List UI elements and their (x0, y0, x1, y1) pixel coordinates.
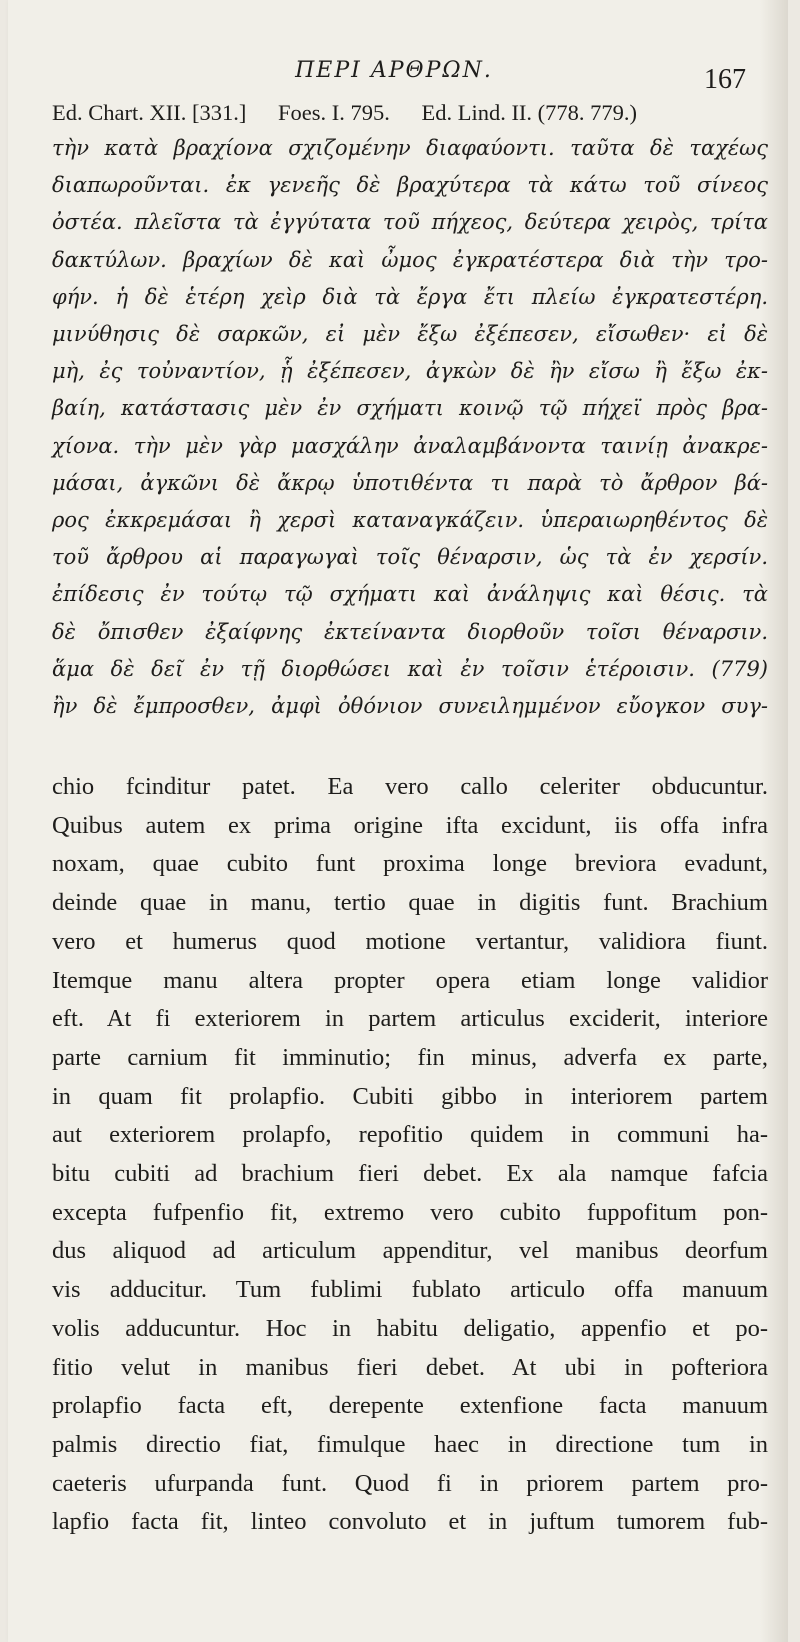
greek-line: ὀστέα. πλεῖστα τὰ ἐγγύτατα τοῦ πήχεος, δεύτερα χειρὸς, τρίτα (52, 210, 768, 235)
latin-line: noxam, quae cubito funt proxima longe breviora evadunt, (52, 850, 768, 878)
latin-line: Itemque manu altera propter opera etiam longe validior (52, 966, 768, 994)
book-page (8, 0, 780, 1642)
latin-line: lapfio facta fit, linteo convoluto et in juftum tumorem fub- (52, 1508, 768, 1536)
latin-line: excepta fufpenfio fit, extremo vero cubito fuppofitum pon- (52, 1198, 768, 1226)
greek-line: τὴν κατὰ βραχίονα σχιζομένην διαφαύοντι. ταῦτα δὲ ταχέως (52, 136, 768, 160)
latin-line: dus aliquod ad articulum appenditur, vel manibus deorfum (52, 1237, 768, 1265)
latin-line: eft. At fi exteriorem in partem articulus exciderit, interiore (52, 1005, 768, 1033)
latin-line: vero et humerus quod motione vertantur, validiora fiunt. (52, 927, 768, 955)
greek-line: ἢν δὲ ἔμπροσθεν, ἀμφὶ ὀθόνιον συνειλημμένον εὔογκον συγ- (52, 694, 768, 719)
greek-line: μινύθησις δὲ σαρκῶν, εἰ μὲν ἔξω ἐξέπεσεν, εἴσωθεν· εἰ δὲ (52, 322, 768, 347)
greek-line: τοῦ ἄρθρου αἱ παραγωγαὶ τοῖς θέναρσιν, ὡς τὰ ἐν χερσίν. (52, 545, 768, 570)
latin-line: in quam fit prolapfio. Cubiti gibbo in interiorem partem (52, 1082, 768, 1110)
greek-line: φήν. ἡ δὲ ἑτέρη χεὶρ διὰ τὰ ἔργα ἔτι πλείω ἐγκρατεστέρη. (52, 284, 768, 309)
greek-line: ρος ἐκκρεμάσαι ἢ χερσὶ καταναγκάζειν. ὑπεραιωρηθέντος δὲ (52, 508, 768, 533)
running-title: ΠΕΡΙ ΑΡΘΡΩΝ. (295, 58, 493, 83)
greek-line: δὲ ὄπισθεν ἐξαίφνης ἐκτείναντα διορθοῦν τοῖσι θέναρσιν. (52, 619, 768, 644)
latin-text-block (52, 768, 768, 1542)
page-number: 167 (704, 64, 746, 95)
latin-line: Quibus autem ex prima origine ifta excidunt, iis offa infra (52, 811, 768, 839)
latin-line: prolapfio facta eft, derepente extenfione facta manuum (52, 1392, 768, 1420)
latin-line: aut exteriorem prolapfo, repofitio quidem in communi ha- (52, 1121, 768, 1149)
latin-line: deinde quae in manu, tertio quae in digitis funt. Brachium (52, 889, 768, 917)
latin-line: volis adducuntur. Hoc in habitu deligatio, appenfio et po- (52, 1314, 768, 1342)
greek-line: ἅμα δὲ δεῖ ἐν τῇ διορθώσει καὶ ἐν τοῖσιν ἑτέροισιν. (779) (52, 656, 768, 681)
greek-line: μὴ, ἐς τοὐναντίον, ᾗ ἐξέπεσεν, ἀγκὼν δὲ ἢν εἴσω ἢ ἔξω ἐκ- (52, 359, 768, 384)
greek-line: βαίη, κατάστασις μὲν ἐν σχήματι κοινῷ τῷ πήχεϊ πρὸς βρα- (52, 396, 768, 421)
greek-text-block (52, 130, 768, 725)
greek-line: δακτύλων. βραχίων δὲ καὶ ὦμος ἐγκρατέστερα διὰ τὴν τρο- (52, 247, 768, 272)
edition-ref-chartier: Ed. Chart. XII. [331.] (52, 100, 247, 125)
edition-ref-foes: Foes. I. 795. (277, 100, 390, 125)
latin-line: caeteris ufurpanda funt. Quod fi in priorem partem pro- (52, 1469, 768, 1497)
greek-line: ἐπίδεσις ἐν τούτῳ τῷ σχήματι καὶ ἀνάληψις καὶ θέσις. τὰ (52, 582, 768, 607)
latin-line: fitio velut in manibus fieri debet. At ubi in pofteriora (52, 1353, 768, 1381)
greek-line: μάσαι, ἀγκῶνι δὲ ἄκρῳ ὑποτιθέντα τι παρὰ τὸ ἄρθρον βά- (52, 470, 768, 495)
latin-line: vis adducitur. Tum fublimi fublato articulo offa manuum (52, 1276, 768, 1304)
latin-line: palmis directio fiat, fimulque haec in directione tum in (52, 1430, 768, 1458)
edition-references (52, 100, 772, 126)
latin-line: bitu cubiti ad brachium fieri debet. Ex ala namque fafcia (52, 1160, 768, 1188)
greek-line: χίονα. τὴν μὲν γὰρ μασχάλην ἀναλαμβάνοντα ταινίῃ ἀνακρε- (52, 433, 768, 458)
greek-line: διαπωροῦνται. ἐκ γενεῆς δὲ βραχύτερα τὰ κάτω τοῦ σίνεος (52, 173, 768, 198)
latin-line: parte carnium fit imminutio; fin minus, adverfa ex parte, (52, 1043, 768, 1071)
latin-line: chio fcinditur patet. Ea vero callo celeriter obducuntur. (52, 773, 768, 800)
edition-ref-lind: Ed. Lind. II. (778. 779.) (421, 100, 638, 125)
